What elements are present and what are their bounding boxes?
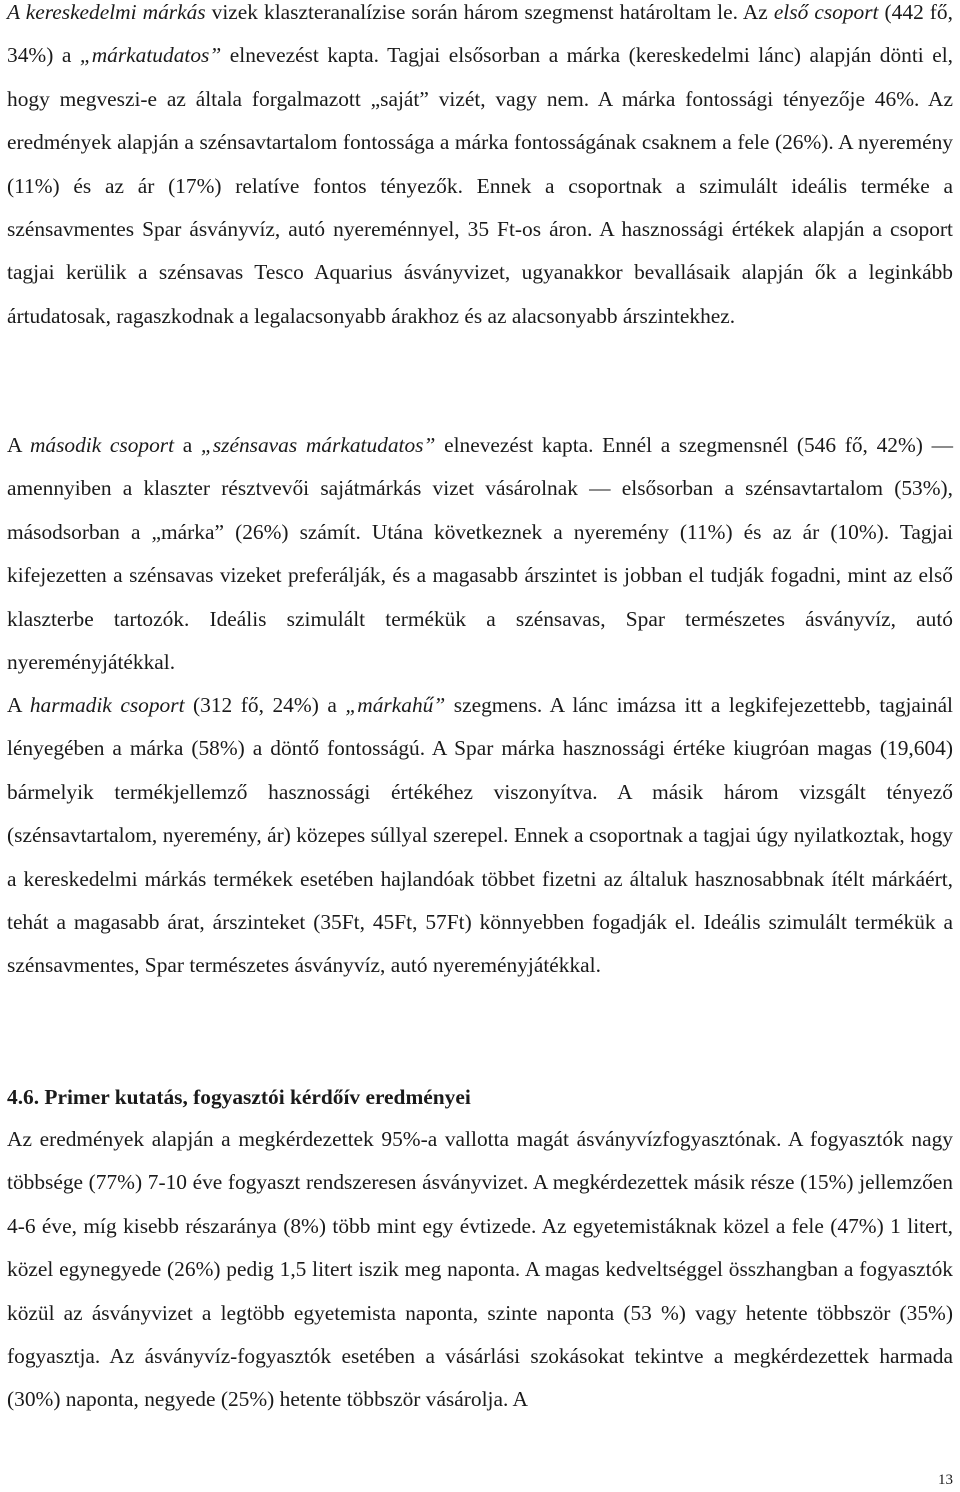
lead-italic: A kereskedelmi márkás (7, 0, 206, 24)
text: vizek klaszteranalízise során három szegmenst határoltam le. Az (205, 0, 774, 24)
text: a (174, 433, 201, 457)
paragraph-first-group (7, 0, 953, 338)
segment-name: „márkahű” (345, 693, 446, 717)
group-label: második csoport (29, 433, 175, 457)
segment-name: „szénsavas márkatudatos” (200, 433, 436, 457)
paragraph-third-group (7, 684, 953, 988)
section-heading: 4.6. Primer kutatás, fogyasztói kérdőív eredményei (7, 1085, 471, 1109)
segment-name: „márkatudatos” (79, 43, 222, 68)
text: (312 fő, 24%) a (184, 693, 346, 717)
group-label: harmadik csoport (29, 693, 185, 717)
text: A (7, 693, 30, 717)
text: szegmens. A lánc imázsa itt a legkifejezettebb, tagjainál lényegében a márka (58%) a döntő fontosságú. A Spar márka hasznossági értéke kiugróan magas (19,604) bármelyik termékjellemző hasznossági értékéhez viszonyítva. A másik három vizsgált tényező (szénsavtartalom, nyeremény, ár) közepes súllyal szerepel. Ennek a csoportnak a tagjai úgy nyilatkoztak, hogy a kereskedelmi márkás termékek esetében hajlandóak többet fizetni az általuk hasznosabbnak ítélt márkáért, tehát a magasabb árat, árszinteket (35Ft, 45Ft, 57Ft) könnyebben fogadják el. Ideális szimulált termékük a szénsavmentes, Spar természetes ásványvíz, autó nyereményjátékkal. (7, 693, 954, 978)
text: elnevezést kapta. Ennél a szegmensnél (546 fő, 42%) — amennyiben a klaszter résztvevői sajátmárkás vizet vásárolnak — elsősorban a szénsavtartalom (53%), másodsorban a „márka” (26%) számít. Utána következnek a nyeremény (11%) és az ár (10%). Tagjai kifejezetten a szénsavas vizeket preferálják, és a magasabb árszintet is jobban el tudják fogadni, mint az első klaszterbe tartozók. Ideális szimulált termékük a szénsavas, Spar természetes ásványvíz, autó nyereményjátékkal. (7, 433, 953, 675)
page-number: 13 (938, 1472, 953, 1488)
text: A (7, 433, 30, 457)
text: (442 fő, 34%) a (7, 0, 953, 68)
group-label: első csoport (773, 0, 879, 24)
text: elnevezést kapta. Tagjai elsősorban a márka (kereskedelmi lánc) alapján dönti el, hogy megveszi-e az általa forgalmazott „saját” vizét, vagy nem. A márka fontossági tényezője 46%. Az eredmények alapján a szénsavtartalom fontossága a márka fontosságának csaknem a fele (26%). A nyeremény (11%) és az ár (17%) relatíve fontos tényezők. Ennek a csoportnak a szimulált ideális terméke a szénsavmentes Spar ásványvíz, autó nyereménnyel, 35 Ft-os áron. A hasznossági értékek alapján a csoport tagjai kerülik a szénsavas Tesco Aquarius ásványvizet, ugyanakkor bevallásaik alapján ők a leginkább ártudatosak, ragaszkodnak a legalacsonyabb árakhoz és az alacsonyabb árszintekhez. (7, 43, 953, 328)
paragraph-survey-results: Az eredmények alapján a megkérdezettek 95%-a vallotta magát ásványvízfogyasztónak. A fogyasztók nagy többsége (77%) 7-10 éve fogyaszt rendszeresen ásványvizet. A megkérdezettek másik része (15%) jellemzően 4-6 éve, míg kisebb részaránya (8%) több mint egy évtizede. Az egyetemistáknak közel a fele (47%) 1 litert, közel egynegyede (26%) pedig 1,5 litert iszik meg naponta. A magas kedveltséggel összhangban a fogyasztók közül az ásványvizet a legtöbb egyetemista naponta, szinte naponta (53 %) vagy hetente többször (35%) fogyasztja. Az ásványvíz-fogyasztók esetében a vásárlási szokásokat tekintve a megkérdezettek harmada (30%) naponta, negyede (25%) hetente többször vásárolja. A (7, 1127, 953, 1412)
paragraph-second-group (7, 424, 953, 684)
